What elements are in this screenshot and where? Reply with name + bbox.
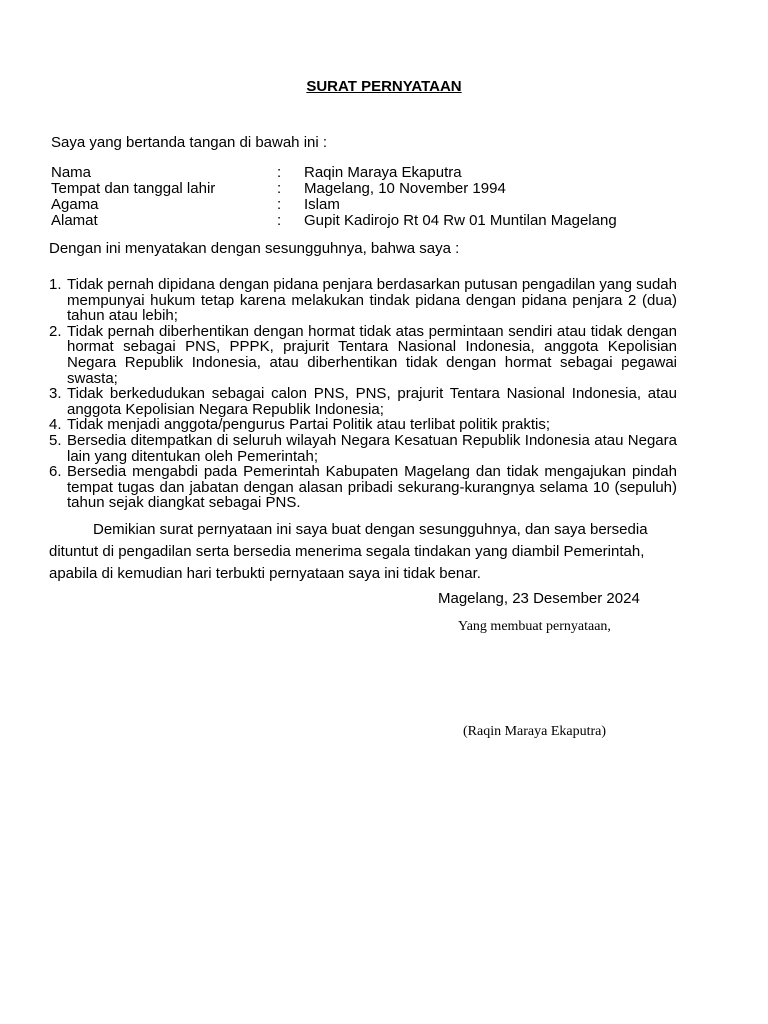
place-date: Magelang, 23 Desember 2024 xyxy=(438,590,640,607)
identity-fields xyxy=(51,165,617,229)
field-label: Alamat xyxy=(51,212,98,229)
list-text: Tidak menjadi anggota/pengurus Partai Politik atau terlibat politik praktis; xyxy=(67,416,551,434)
field-value: Gupit Kadirojo Rt 04 Rw 01 Muntilan Magelang xyxy=(304,212,617,229)
field-value: Raqin Maraya Ekaputra xyxy=(304,164,462,181)
list-text: Tidak pernah diberhentikan dengan hormat tidak atas permintaan sendiri atau tidak dengan hormat sebagai PNS, PPPK, prajurit Tentara Nasional Indonesia, anggota Kepolisian Negara Republik Indonesia, atau diberhentikan tidak dengan hormat sebagai pegawai swasta; xyxy=(67,322,677,387)
field-separator: : xyxy=(277,212,282,229)
field-separator: : xyxy=(277,164,282,181)
list-item xyxy=(49,324,677,386)
maker-label: Yang membuat pernyataan, xyxy=(458,619,611,634)
field-label: Nama xyxy=(51,164,92,181)
closing-paragraph xyxy=(49,519,677,585)
list-number: 3. xyxy=(49,385,62,403)
intro-text: Saya yang bertanda tangan di bawah ini : xyxy=(51,134,328,151)
field-label: Agama xyxy=(51,196,99,213)
field-label: Tempat dan tanggal lahir xyxy=(51,180,216,197)
list-item xyxy=(49,277,677,324)
statement-list xyxy=(49,277,677,511)
closing-line: Demikian surat pernyataan ini saya buat dengan sesungguhnya, dan saya bersedia xyxy=(93,521,648,538)
declaration-text: Dengan ini menyatakan dengan sesungguhnya, bahwa saya : xyxy=(49,240,460,257)
list-item xyxy=(49,433,677,464)
list-number: 2. xyxy=(49,322,62,340)
list-number: 4. xyxy=(49,416,62,434)
field-row-birth xyxy=(51,181,617,197)
signer-name: (Raqin Maraya Ekaputra) xyxy=(463,724,607,739)
field-row-address xyxy=(51,213,617,229)
list-item xyxy=(49,464,677,511)
list-number: 6. xyxy=(49,463,62,481)
list-item xyxy=(49,417,677,433)
list-number: 5. xyxy=(49,431,62,449)
document-title: SURAT PERNYATAAN xyxy=(306,78,462,95)
field-value: Magelang, 10 November 1994 xyxy=(304,180,506,197)
list-text: Tidak pernah dipidana dengan pidana penjara berdasarkan putusan pengadilan yang sudah mempunyai hukum tetap karena melakukan tindak pidana dengan pidana penjara 2 (dua) tahun atau lebih; xyxy=(67,276,677,325)
field-row-religion xyxy=(51,197,617,213)
list-item xyxy=(49,386,677,417)
closing-line: apabila di kemudian hari terbukti pernyataan saya ini tidak benar. xyxy=(49,565,481,582)
field-value: Islam xyxy=(304,196,340,213)
closing-line: dituntut di pengadilan serta bersedia menerima segala tindakan yang diambil Pemerintah, xyxy=(49,543,645,560)
list-text: Bersedia mengabdi pada Pemerintah Kabupaten Magelang dan tidak mengajukan pindah tempat tugas dan jabatan dengan alasan pribadi sekurang-kurangnya selama 10 (sepuluh) tahun sejak diangkat sebagai PNS. xyxy=(67,463,677,512)
field-separator: : xyxy=(277,196,282,213)
list-text: Tidak berkedudukan sebagai calon PNS, PNS, prajurit Tentara Nasional Indonesia, atau anggota Kepolisian Negara Republik Indonesia; xyxy=(67,385,677,418)
list-text: Bersedia ditempatkan di seluruh wilayah Negara Kesatuan Republik Indonesia atau Negara lain yang ditentukan oleh Pemerintah; xyxy=(67,431,677,465)
list-number: 1. xyxy=(49,276,62,293)
field-row-name xyxy=(51,165,617,181)
field-separator: : xyxy=(277,180,282,197)
